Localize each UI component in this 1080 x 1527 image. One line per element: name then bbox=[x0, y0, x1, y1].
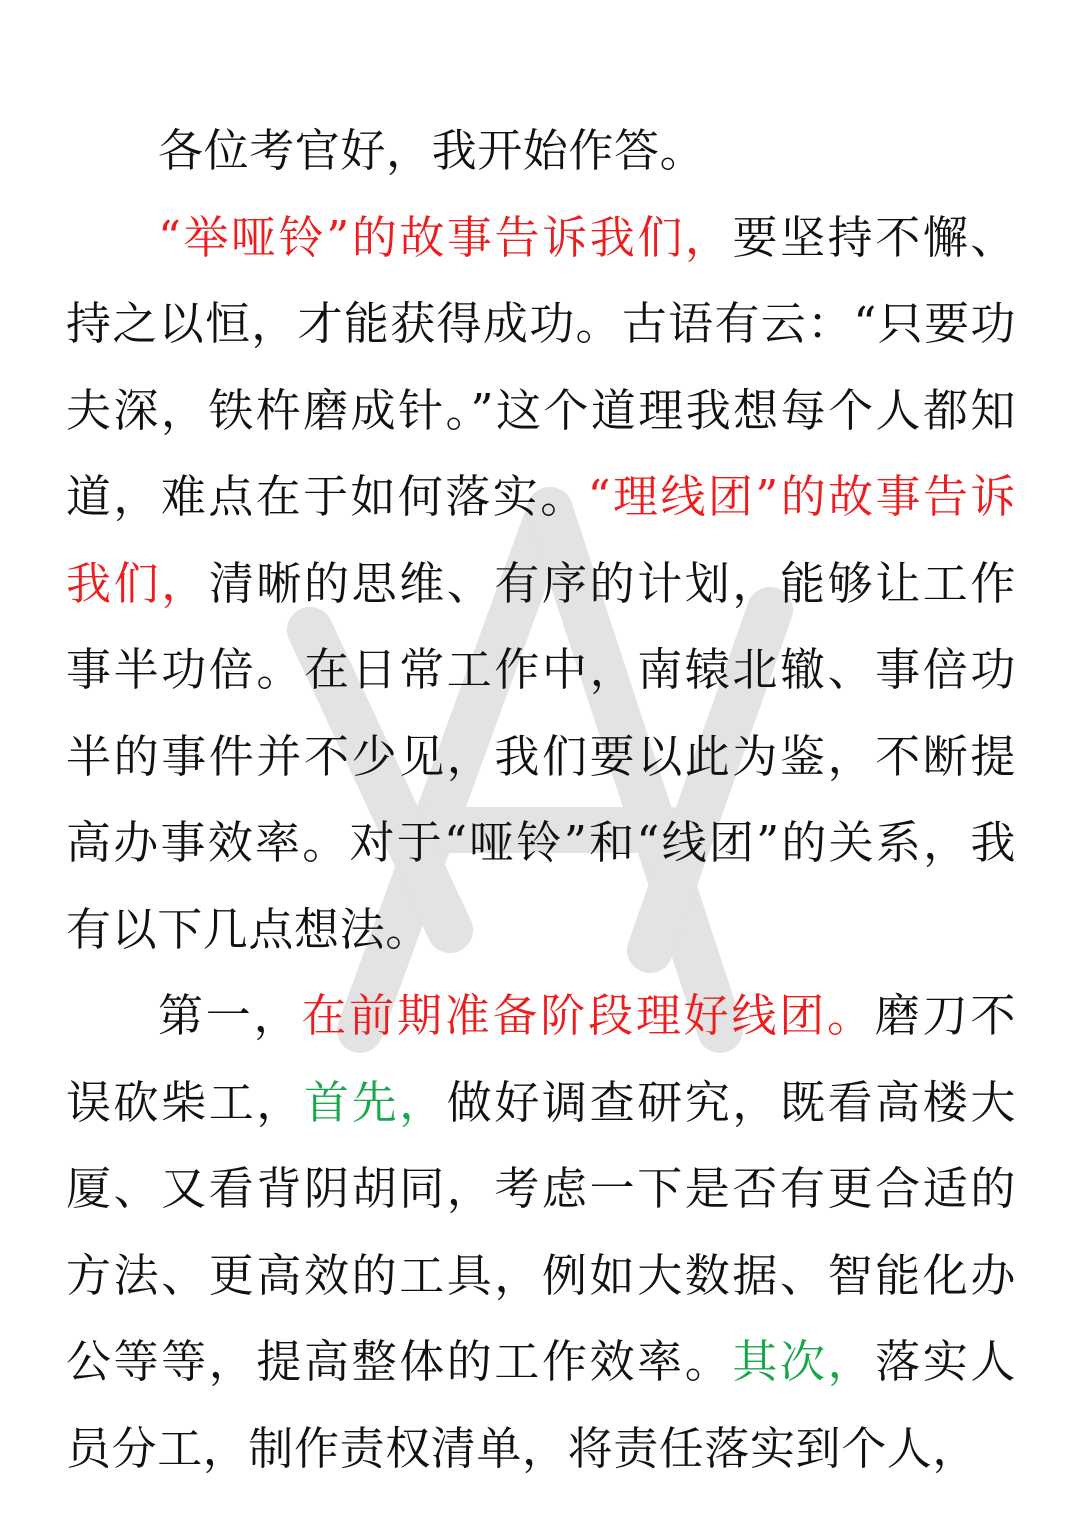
yarn-story-text: 清晰的思维、有序的计划，能够让工作事半功倍。在日常工作中，南辕北辙、事倍功半的事件并不少见，我们要以此为鉴，不断提高办事效率。对于“哑铃”和“线团”的关系，我有以下几点想法。 bbox=[66, 556, 1017, 956]
first-content: 做好调查研究，既看高楼大厦、又看背阴胡同，考虑一下是否有更合适的方法、更高效的工具，例如大数据、智能化办公等等，提高整体的工作效率。 bbox=[66, 1075, 1016, 1388]
point-one-lead: 磨刀不误砍柴工， bbox=[66, 989, 1017, 1129]
point-one-heading: 在前期准备阶段理好线团。 bbox=[301, 989, 875, 1042]
dumbbell-story-highlight: “举哑铃”的故事告诉我们， bbox=[158, 210, 733, 264]
second-marker: 其次， bbox=[732, 1335, 876, 1388]
first-marker: 首先， bbox=[304, 1075, 447, 1129]
paragraph-point-one bbox=[66, 973, 1016, 1492]
second-content: 落实人员分工，制作责权清单，将责任落实到个人， bbox=[66, 1335, 1016, 1475]
paragraph-opening bbox=[66, 108, 1016, 195]
yarn-story-highlight: “理线团”的故事告诉我们， bbox=[66, 470, 1016, 610]
paragraph-introduction bbox=[66, 195, 1016, 974]
answer-text bbox=[66, 108, 1016, 1492]
dumbbell-story-text: 要坚持不懈、持之以恒，才能获得成功。古语有云：“只要功夫深，铁杵磨成针。”这个道理我想每个人都知道，难点在于如何落实。 bbox=[66, 210, 1016, 523]
opening-greeting: 各位考官好，我开始作答。 bbox=[158, 124, 706, 177]
point-one-label: 第一， bbox=[158, 989, 302, 1042]
